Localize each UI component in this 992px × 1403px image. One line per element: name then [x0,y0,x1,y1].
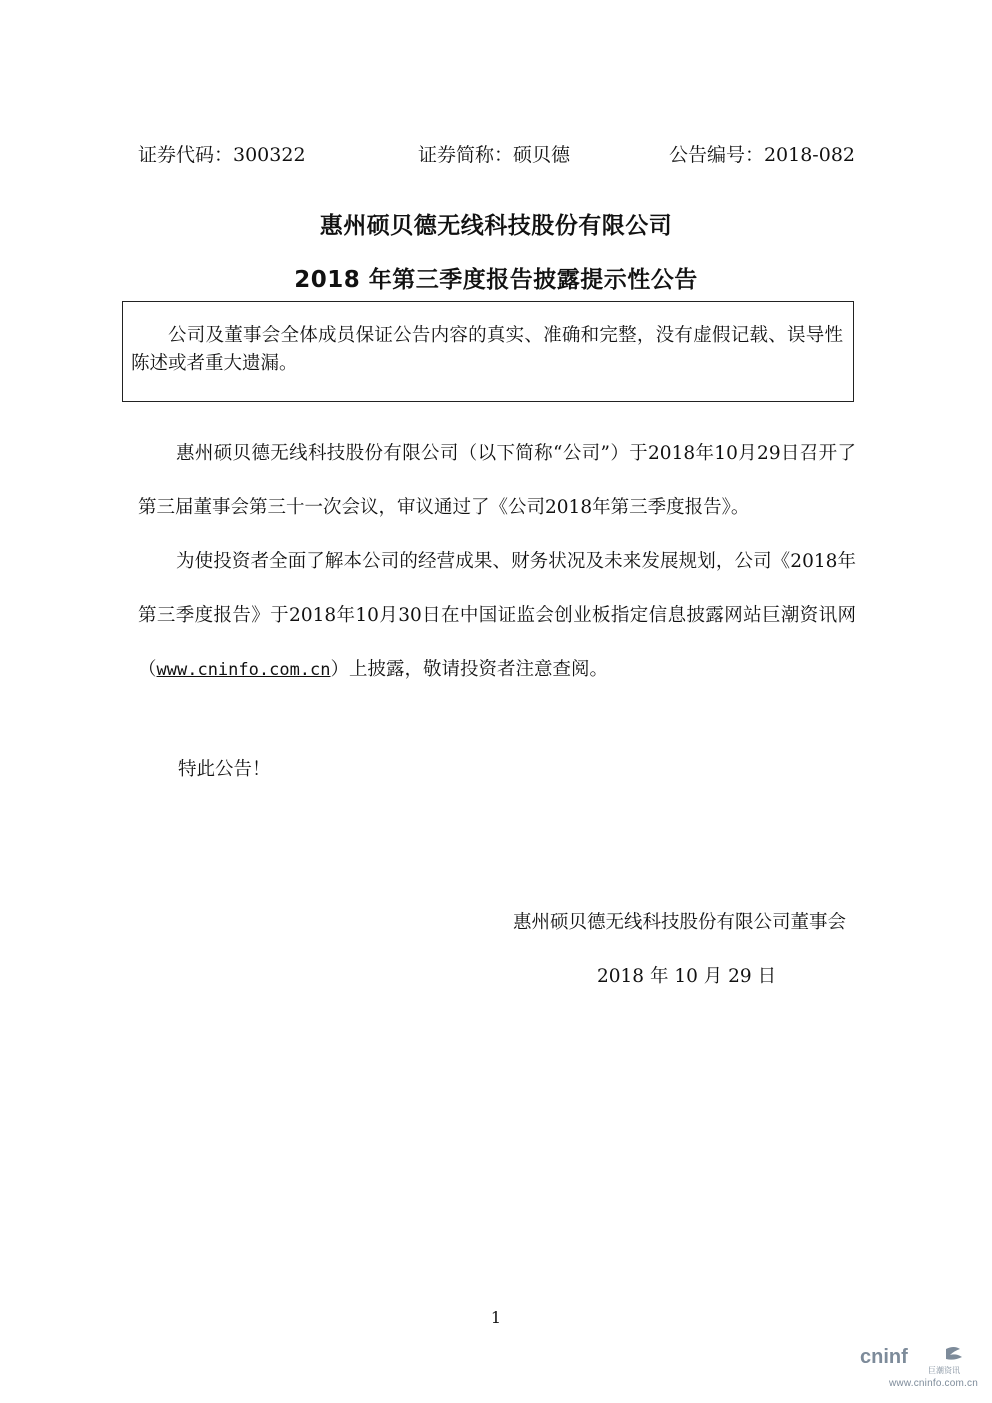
document-header [0,140,992,168]
closing-text: 特此公告！ [178,759,271,780]
cninfo-swirl-icon [946,1347,962,1360]
cninfo-url: www.cninfo.com.cn [889,1378,978,1389]
disclaimer-text: 公司及董事会全体成员保证公告内容的真实、准确和完整，没有虚假记载、误导性陈述或者重大遗漏。 [131,325,843,374]
cninfo-watermark [858,1341,978,1389]
paragraph-disclosure [138,535,856,697]
cninfo-sub-text: 巨潮资讯 [928,1366,960,1375]
cninfo-logo-icon [858,1341,978,1375]
document-title-company: 惠州硕贝德无线科技股份有限公司 [319,213,673,239]
cninfo-link[interactable]: www.cninfo.com.cn [156,660,331,680]
cninfo-logo-text: cninf [860,1346,908,1368]
paragraph-meeting: 惠州硕贝德无线科技股份有限公司（以下简称“公司”）于2018年10月29日召开了第三届董事会第三十一次会议，审议通过了《公司2018年第三季度报告》。 [138,443,856,518]
paragraph-disclosure-end: ）上披露，敬请投资者注意查阅。 [330,659,609,680]
signature-company: 惠州硕贝德无线科技股份有限公司董事会 [512,912,846,933]
notice-number: 公告编号：2018-082 [668,144,855,166]
paragraph-disclosure-text: 为使投资者全面了解本公司的经营成果、财务状况及未来发展规划，公司《2018年第三季度报告》于2018年10月30日在中国证监会创业板指定信息披露网站巨潮资讯网（ [138,551,856,680]
stock-code: 证券代码：300322 [138,144,306,166]
stock-name: 证券简称：硕贝德 [418,144,571,166]
page-number: 1 [490,1308,502,1327]
body-text [138,427,856,697]
disclaimer-box [122,301,854,402]
document-title-subject: 2018 年第三季度报告披露提示性公告 [294,267,698,293]
signature-date: 2018 年 10 月 29 日 [597,966,777,987]
